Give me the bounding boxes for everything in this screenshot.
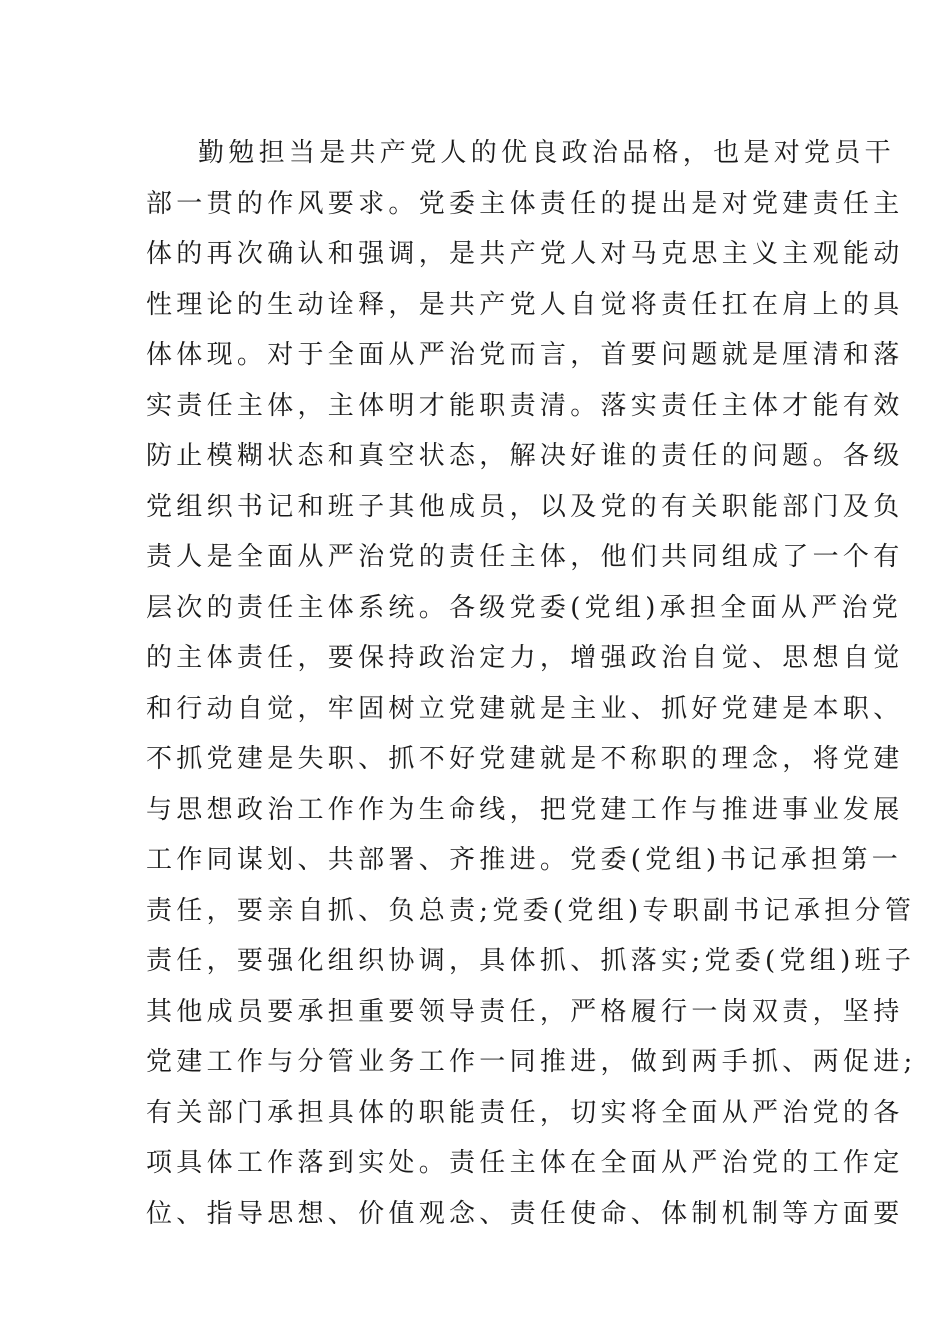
text-line: 防止模糊状态和真空状态，解决好谁的责任的问题。各级	[146, 441, 904, 471]
text-line: 党组织书记和班子其他成员，以及党的有关职能部门及负	[146, 491, 904, 522]
text-line: 工作同谋划、共部署、齐推进。党委(党组)书记承担第一	[146, 845, 903, 875]
text-line: 性理论的生动诠释，是共产党人自觉将责任扛在肩上的具	[146, 289, 904, 320]
text-line: 实责任主体，主体明才能职责清。落实责任主体才能有效	[146, 390, 904, 421]
text-line: 部一贯的作风要求。党委主体责任的提出是对党建责任主	[146, 188, 904, 219]
text-line: 层次的责任主体系统。各级党委(党组)承担全面从严治党	[146, 592, 903, 623]
text-line: 与思想政治工作作为生命线，把党建工作与推进事业发展	[146, 794, 904, 825]
text-line: 位、指导思想、价值观念、责任使命、体制机制等方面要	[146, 1198, 904, 1229]
body-paragraph	[146, 128, 917, 1239]
text-line: 其他成员要承担重要领导责任，严格履行一岗双责，坚持	[146, 996, 904, 1027]
text-line: 勤勉担当是共产党人的优良政治品格，也是对党员干	[198, 138, 895, 168]
text-line: 体体现。对于全面从严治党而言，首要问题就是厘清和落	[146, 340, 904, 370]
text-line: 党建工作与分管业务工作一同推进，做到两手抓、两促进;	[146, 1047, 917, 1077]
text-line: 责任，要亲自抓、负总责;党委(党组)专职副书记承担分管	[146, 895, 916, 926]
text-line: 和行动自觉，牢固树立党建就是主业、抓好党建是本职、	[146, 693, 904, 724]
text-line: 不抓党建是失职、抓不好党建就是不称职的理念，将党建	[146, 744, 904, 774]
text-line: 项具体工作落到实处。责任主体在全面从严治党的工作定	[146, 1148, 904, 1178]
text-line: 有关部门承担具体的职能责任，切实将全面从严治党的各	[146, 1097, 904, 1128]
text-line: 责人是全面从严治党的责任主体，他们共同组成了一个有	[146, 542, 904, 572]
text-line: 的主体责任，要保持政治定力，增强政治自觉、思想自觉	[146, 643, 904, 673]
text-line: 责任，要强化组织协调，具体抓、抓落实;党委(党组)班子	[146, 946, 916, 976]
text-line: 体的再次确认和强调，是共产党人对马克思主义主观能动	[146, 239, 904, 269]
